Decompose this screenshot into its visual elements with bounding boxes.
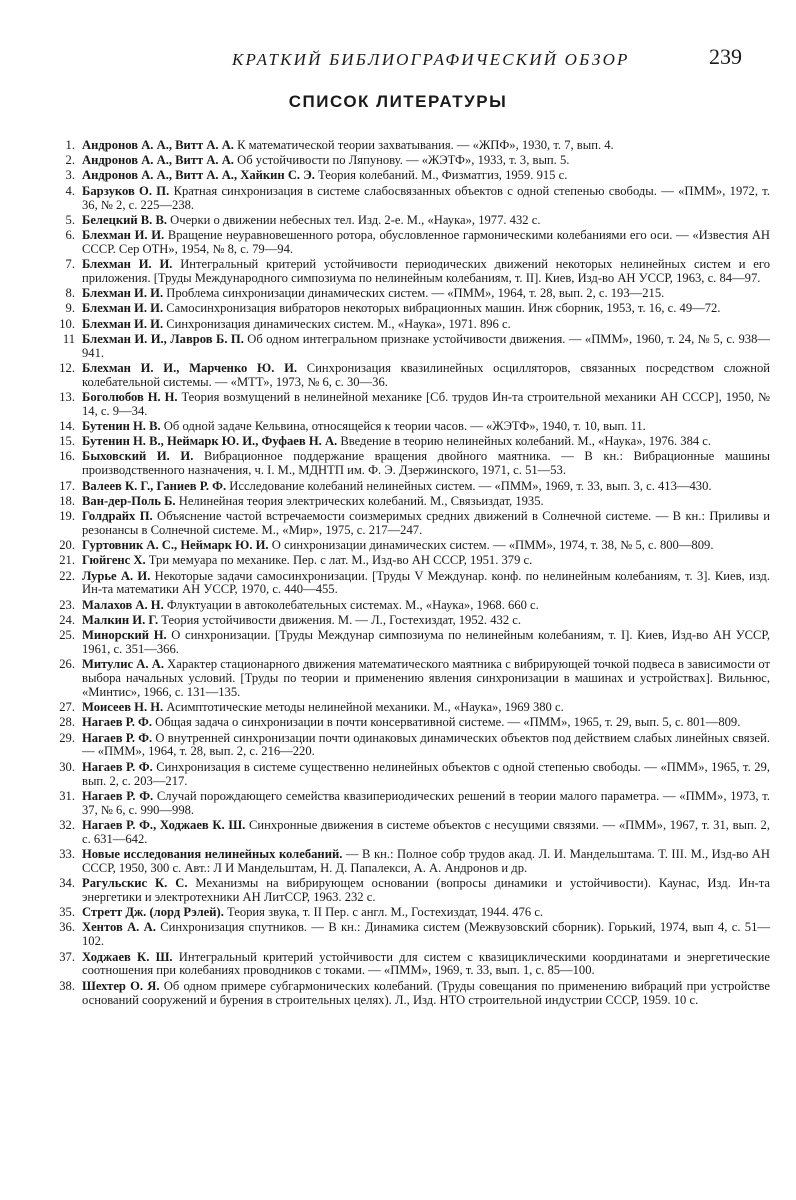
reference-text: Случай порождающего семейства квазипериодических решений в теории малого параметра. — «ПММ», 1973, т. 37, № 6, с. 990—998. xyxy=(82,788,770,817)
reference-entry xyxy=(52,951,770,979)
reference-number: 2. xyxy=(65,153,75,168)
reference-text: Теория звука, т. II Пер. с англ. М., Гостехиздат, 1944. 476 с. xyxy=(223,905,544,920)
reference-text: Механизмы на вибрирующем основании (вопросы динамики и устойчивости). Каунас, Изд. Ин-та энергетики и электротехники АН ЛитССР, 1963. 232 с. xyxy=(82,876,770,905)
reference-entry xyxy=(52,229,770,257)
section-title: СПИСОК ЛИТЕРАТУРЫ xyxy=(288,92,508,111)
reference-number: 12. xyxy=(59,360,75,375)
reference-number: 5. xyxy=(65,212,75,227)
reference-text: Нелинейная теория электрических колебаний. М., Связьиздат, 1935. xyxy=(175,493,544,508)
reference-author: Блехман И. И. xyxy=(82,286,164,301)
reference-author: Минорский Н. xyxy=(82,628,167,643)
reference-number: 21. xyxy=(59,553,75,568)
reference-author: Ходжаев К. Ш. xyxy=(82,949,173,964)
reference-text: Исследование колебаний нелинейных систем. — «ПММ», 1969, т. 33, вып. 3, с. 413—430. xyxy=(226,478,712,493)
reference-number: 9. xyxy=(65,301,75,316)
reference-entry xyxy=(52,435,770,449)
reference-number: 13. xyxy=(59,389,75,404)
reference-number: 29. xyxy=(59,730,75,745)
reference-author: Нагаев Р. Ф., Ходжаев К. Ш. xyxy=(82,817,246,832)
reference-author: Блехман И. И. xyxy=(82,316,164,331)
reference-author: Лурье А. И. xyxy=(82,568,151,583)
reference-text: Асимптотические методы нелинейной механики. М., «Наука», 1969 380 с. xyxy=(163,700,564,715)
reference-author: Блехман И. И., Лавров Б. П. xyxy=(82,331,244,346)
reference-number: 17. xyxy=(59,478,75,493)
reference-entry xyxy=(52,185,770,213)
reference-list xyxy=(52,139,770,1009)
reference-entry xyxy=(52,333,770,361)
reference-entry xyxy=(52,554,770,568)
reference-number: 4. xyxy=(65,183,75,198)
reference-author: Блехман И. И. xyxy=(82,301,164,316)
reference-text: Введение в теорию нелинейных колебаний. М., «Наука», 1976. 384 с. xyxy=(337,434,712,449)
reference-text: Об одном примере субгармонических колебаний. (Труды совещания по применению вибраций при устройстве оснований сооружений и бурения в строительных целях). Л., Изд. НТО строительной индустрии СССР, 1959. 10 с. xyxy=(82,978,771,1007)
reference-entry xyxy=(52,539,770,553)
reference-author: Белецкий В. В. xyxy=(82,212,167,227)
reference-author: Малахов А. Н. xyxy=(82,597,164,612)
reference-number: 18. xyxy=(59,493,75,508)
reference-author: Моисеев Н. Н. xyxy=(82,700,164,715)
reference-author: Андронов А. А., Витт А. А., Хайкин С. Э. xyxy=(82,168,315,183)
reference-text: О синхронизации динамических систем. — «ПММ», 1974, т. 38, № 5, с. 800—809. xyxy=(268,538,714,553)
reference-number: 30. xyxy=(59,759,75,774)
reference-entry xyxy=(52,980,770,1008)
running-title: КРАТКИЙ БИБЛИОГРАФИЧЕСКИЙ ОБЗОР xyxy=(232,50,630,69)
reference-text: Об устойчивости по Ляпунову. — «ЖЭТФ», 1933, т. 3, вып. 5. xyxy=(233,153,570,168)
reference-text: Интегральный критерий устойчивости периодических движений некоторых нелинейных систем и его приложения. [Труды Международного симпозиума по нелинейным колебаниям, т. II]. Киев, Изд-во АН УССР, 1963, с. 84—97. xyxy=(82,257,770,285)
reference-entry xyxy=(52,139,770,153)
reference-entry xyxy=(52,495,770,509)
reference-number: 37. xyxy=(59,949,75,964)
reference-author: Голдрайх П. xyxy=(82,509,153,523)
reference-author: Блехман И. И. xyxy=(82,257,173,272)
reference-number: 22. xyxy=(59,568,75,583)
reference-text: О внутренней синхронизации почти одинаковых динамических объектов под действием слабых линейных связей. — «ПММ», 1964, т. 28, вып. 2, с. 216—220. xyxy=(82,730,770,759)
reference-author: Блехман И. И., Марченко Ю. И. xyxy=(82,360,298,375)
reference-author: Митулис А. А. xyxy=(82,657,164,672)
reference-text: Синхронизация в системе существенно нелинейных объектов с одной степенью свободы. — «ПММ», 1965, т. 29, вып. 2, с. 203—217. xyxy=(82,759,770,788)
reference-text: О синхронизации. [Труды Междунар симпозиума по нелинейным колебаниям, т. I]. Киев, Изд-во АН УССР, 1961, с. 351—366. xyxy=(82,628,770,656)
reference-author: Нагаев Р. Ф. xyxy=(82,788,154,803)
reference-number: 26. xyxy=(59,657,75,672)
reference-entry xyxy=(52,362,770,390)
reference-entry xyxy=(52,169,770,183)
running-header xyxy=(0,44,796,74)
reference-author: Быховский И. И. xyxy=(82,449,194,464)
reference-text: Очерки о движении небесных тел. Изд. 2-е. М., «Наука», 1977. 432 с. xyxy=(167,212,541,227)
reference-text: Три мемуара по механике. Пер. с лат. М., Изд-во АН СССР, 1951. 379 с. xyxy=(145,553,533,568)
reference-text: Флуктуации в автоколебательных системах. М., «Наука», 1968. 660 с. xyxy=(163,597,539,612)
reference-author: Барзуков О. П. xyxy=(82,183,170,198)
reference-number: 25. xyxy=(59,628,75,643)
reference-number: 6. xyxy=(65,227,75,242)
reference-text: Об одной задаче Кельвина, относящейся к теории часов. — «ЖЭТФ», 1940, т. 10, вып. 11. xyxy=(160,419,646,434)
reference-author: Валеев К. Г., Ганиев Р. Ф. xyxy=(82,478,227,493)
reference-number: 28. xyxy=(59,715,75,730)
reference-number: 36. xyxy=(59,920,75,935)
reference-entry xyxy=(52,877,770,905)
reference-number: 33. xyxy=(59,847,75,861)
reference-number: 34. xyxy=(59,876,75,891)
reference-entry xyxy=(52,629,770,657)
reference-author: Нагаев Р. Ф. xyxy=(82,759,153,774)
reference-entry xyxy=(52,906,770,920)
reference-text: Синхронизация спутников. — В кн.: Динамика систем (Межвузовский сборник). Горький, 1974, вып 4, с. 51—102. xyxy=(82,920,770,949)
reference-text: Теория колебаний. М., Физматгиз, 1959. 915 с. xyxy=(314,168,568,183)
reference-entry xyxy=(52,570,770,598)
reference-entry xyxy=(52,214,770,228)
reference-entry xyxy=(52,790,770,818)
reference-number: 32. xyxy=(59,817,75,832)
reference-author: Нагаев Р. Ф. xyxy=(82,715,153,730)
reference-author: Гуртовник А. С., Неймарк Ю. И. xyxy=(82,538,269,553)
reference-number: 3. xyxy=(65,168,75,183)
reference-number: 23. xyxy=(59,597,75,612)
reference-author: Нагаев Р. Ф. xyxy=(82,730,153,745)
reference-entry xyxy=(52,154,770,168)
reference-number: 11 xyxy=(62,331,75,346)
reference-number: 35. xyxy=(59,905,75,920)
reference-entry xyxy=(52,391,770,419)
reference-author: Бутенин Н. В. xyxy=(82,419,161,434)
reference-entry xyxy=(52,258,770,286)
reference-text: Теория возмущений в нелинейной механике [Сб. трудов Ин-та строительной механики АН СССР], 1950, № 14, с. 9—34. xyxy=(82,389,770,418)
reference-text: Самосинхронизация вибраторов некоторых вибрационных машин. Инж сборник, 1953, т. 16, с. 49—72. xyxy=(163,301,721,316)
reference-text: К математической теории захватывания. — «ЖПФ», 1930, т. 7, вып. 4. xyxy=(233,138,614,152)
reference-entry xyxy=(52,287,770,301)
reference-text: Об одном интегральном признаке устойчивости движения. — «ПММ», 1960, т. 24, № 5, с. 938—941. xyxy=(82,331,770,360)
reference-entry xyxy=(52,819,770,847)
reference-number: 7. xyxy=(65,257,75,272)
reference-entry xyxy=(52,420,770,434)
reference-entry xyxy=(52,480,770,494)
reference-text: Проблема синхронизации динамических систем. — «ПММ», 1964, т. 28, вып. 2, с. 193—215. xyxy=(163,286,665,301)
reference-entry xyxy=(52,732,770,760)
reference-number: 16. xyxy=(59,449,75,464)
reference-number: 19. xyxy=(59,509,75,523)
reference-text: Синхронизация динамических систем. М., «Наука», 1971. 896 с. xyxy=(163,316,511,331)
reference-text: Общая задача о синхронизации в почти консервативной системе. — «ПММ», 1965, т. 29, вып. 5, с. 801—809. xyxy=(152,715,741,730)
reference-entry xyxy=(52,716,770,730)
reference-author: Новые исследования нелинейных колебаний. xyxy=(82,847,343,861)
reference-author: Стретт Дж. (лорд Рэлей). xyxy=(82,905,224,920)
reference-number: 15. xyxy=(59,434,75,449)
reference-text: Некоторые задачи самосинхронизации. [Труды V Междунар. конф. по нелинейным колебаниям, т. 3]. Киев, изд. Ин-та математики АН УССР, 1970, с. 440—455. xyxy=(82,568,770,597)
reference-text: Объяснение частой встречаемости соизмеримых средних движений в Солнечной системе. — В кн.: Приливы и резонансы в Солнечной системе. М., «Мир», 1975, с. 217—247. xyxy=(82,509,771,537)
reference-number: 31. xyxy=(59,788,75,803)
reference-number: 38. xyxy=(59,978,75,993)
reference-number: 10. xyxy=(59,316,75,331)
reference-author: Хентов А. А. xyxy=(82,920,156,935)
reference-text: Кратная синхронизация в системе слабосвязанных объектов с одной степенью свободы. — «ПММ», 1972, т. 36, № 2, с. 225—238. xyxy=(82,183,771,212)
reference-author: Андронов А. А., Витт А. А. xyxy=(82,138,234,152)
reference-text: Характер стационарного движения математического маятника с вибрирующей точкой подвеса в зависимости от выбора начальных условий. [Труды по теории и применению явления синхронизации в машинах и устройствах]. Вильнюс, «Минтис», 1966, с. 131—135. xyxy=(82,657,770,699)
reference-author: Боголюбов Н. Н. xyxy=(82,389,178,404)
reference-text: — В кн.: Полное собр трудов акад. Л. И. Мандельштама. Т. III. М., Изд-во АН СССР, 1950, 300 с. Авт.: Л И Мандельштам, Н. Д. Папалекси, А. А. Андронов и др. xyxy=(82,847,770,875)
reference-author: Блехман И. И. xyxy=(82,227,165,242)
reference-entry xyxy=(52,921,770,949)
reference-author: Малкин И. Г. xyxy=(82,612,159,627)
reference-text: Синхронизация квазилинейных осцилляторов, связанных посредством сложной колебательной системы. — «МТТ», 1973, № 6, с. 30—36. xyxy=(82,360,771,389)
reference-number: 20. xyxy=(59,538,75,553)
reference-entry xyxy=(52,701,770,715)
reference-author: Андронов А. А., Витт А. А. xyxy=(82,153,234,168)
reference-entry xyxy=(52,658,770,700)
reference-text: Синхронные движения в системе объектов с несущими связями. — «ПММ», 1967, т. 31, вып. 2, с. 631—642. xyxy=(82,817,770,846)
reference-entry xyxy=(52,318,770,332)
reference-entry xyxy=(52,761,770,789)
page-number: 239 xyxy=(709,44,742,69)
reference-number: 14. xyxy=(59,419,75,434)
reference-entry xyxy=(52,302,770,316)
reference-entry xyxy=(52,614,770,628)
reference-number: 8. xyxy=(65,286,75,301)
reference-author: Бутенин Н. В., Неймарк Ю. И., Фуфаев Н. А. xyxy=(82,434,338,449)
reference-text: Вращение неуравновешенного ротора, обусловленное гармоническими колебаниями его оси. — «Известия АН СССР. Сер ОТН», 1954, № 8, с. 79—94. xyxy=(82,227,771,256)
reference-number: 27. xyxy=(59,700,75,715)
reference-entry xyxy=(52,848,770,876)
reference-text: Вибрационное поддержание вращения двойного маятника. — В кн.: Вибрационные машины производственного назначения, ч. I. М., МДНТП им. Ф. Э. Дзержинского, 1971, с. 51—53. xyxy=(82,449,770,478)
reference-author: Гюйгенс Х. xyxy=(82,553,146,568)
reference-entry xyxy=(52,450,770,478)
reference-number: 24. xyxy=(59,612,75,627)
reference-entry xyxy=(52,599,770,613)
reference-number: 1. xyxy=(65,138,75,152)
reference-text: Теория устойчивости движения. М. — Л., Гостехиздат, 1952. 432 с. xyxy=(158,612,522,627)
reference-author: Рагульскис К. С. xyxy=(82,876,188,891)
reference-entry xyxy=(52,510,770,538)
reference-author: Шехтер О. Я. xyxy=(82,978,160,993)
reference-text: Интегральный критерий устойчивости для систем с квазициклическими координатами и энергетические соотношения при колебаниях проводников с токами. — «ПММ», 1969, т. 33, вып. 1, с. 85—100. xyxy=(82,949,770,978)
reference-author: Ван-дер-Поль Б. xyxy=(82,493,176,508)
